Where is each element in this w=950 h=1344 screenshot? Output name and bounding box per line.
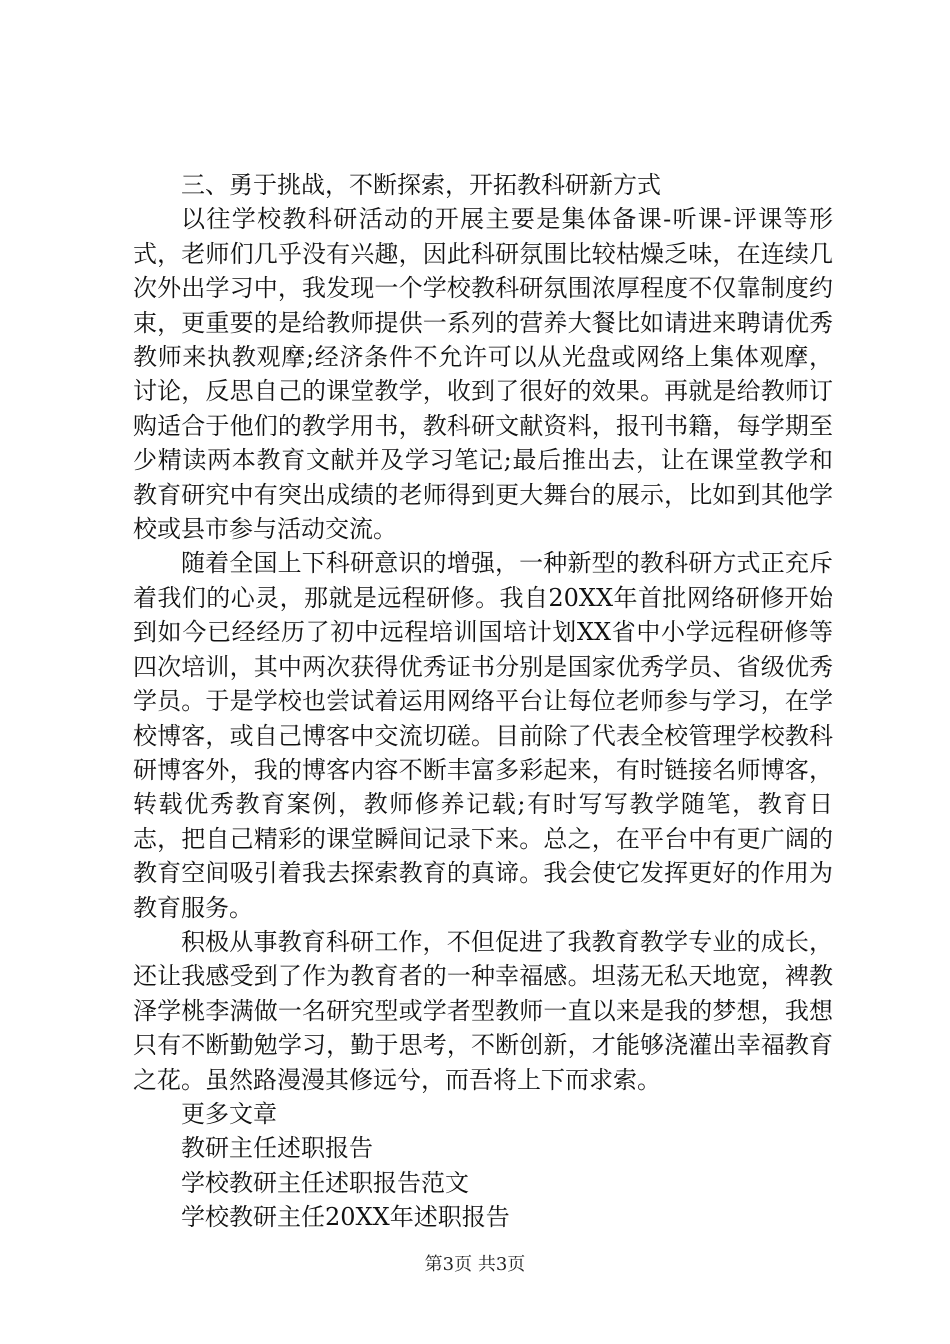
more-articles-list xyxy=(133,1131,833,1234)
body-paragraph: 随着全国上下科研意识的增强，一种新型的教科研方式正充斥着我们的心灵，那就是远程研修。我自20XX年首批网络研修开始到如今已经经历了初中远程培训国培计划XX省中小学远程研修等四次培训，其中两次获得优秀证书分别是国家优秀学员、省级优秀学员。于是学校也尝试着运用网络平台让每位老师参与学习，在学校博客，或自己博客中交流切磋。目前除了代表全校管理学校教科研博客外，我的博客内容不断丰富多彩起来，有时链接名师博客，转载优秀教育案例，教师修养记载;有时写写教学随笔，教育日志，把自己精彩的课堂瞬间记录下来。总之，在平台中有更广阔的教育空间吸引着我去探索教育的真谛。我会使它发挥更好的作用为教育服务。 xyxy=(133,549,833,922)
more-article-link[interactable]: 教研主任述职报告 xyxy=(181,1134,373,1163)
section-heading: 三、勇于挑战，不断探索，开拓教科研新方式 xyxy=(181,171,661,199)
more-articles-section xyxy=(133,1097,833,1235)
body-paragraph: 积极从事教育科研工作，不但促进了我教育教学专业的成长，还让我感受到了作为教育者的一种幸福感。坦荡无私天地宽，裨教泽学桃李满做一名研究型或学者型教师一直以来是我的梦想，我想只有不断勤勉学习，勤于思考，不断创新，才能够浇灌出幸福教育之花。虽然路漫漫其修远兮，而吾将上下而求索。 xyxy=(133,927,833,1094)
body-paragraph: 以往学校教科研活动的开展主要是集体备课-听课-评课等形式，老师们几乎没有兴趣，因此科研氛围比较枯燥乏味，在连续几次外出学习中，我发现一个学校教科研氛围浓厚程度不仅靠制度约束，更重要的是给教师提供一系列的营养大餐比如请进来聘请优秀教师来执教观摩;经济条件不允许可以从光盘或网络上集体观摩，讨论，反思自己的课堂教学，收到了很好的效果。再就是给教师订购适合于他们的教学用书，教科研文献资料，报刊书籍，每学期至少精读两本教育文献并及学习笔记;最后推出去，让在课堂教学和教育研究中有突出成绩的老师得到更大舞台的展示，比如到其他学校或县市参与活动交流。 xyxy=(133,205,833,544)
document-body xyxy=(133,168,833,1235)
more-article-link[interactable]: 学校教研主任20XX年述职报告 xyxy=(181,1203,510,1232)
page-number-footer: 第3页 共3页 xyxy=(424,1254,526,1275)
more-article-link[interactable]: 学校教研主任述职报告范文 xyxy=(181,1168,469,1197)
more-articles-title: 更多文章 xyxy=(181,1099,277,1128)
